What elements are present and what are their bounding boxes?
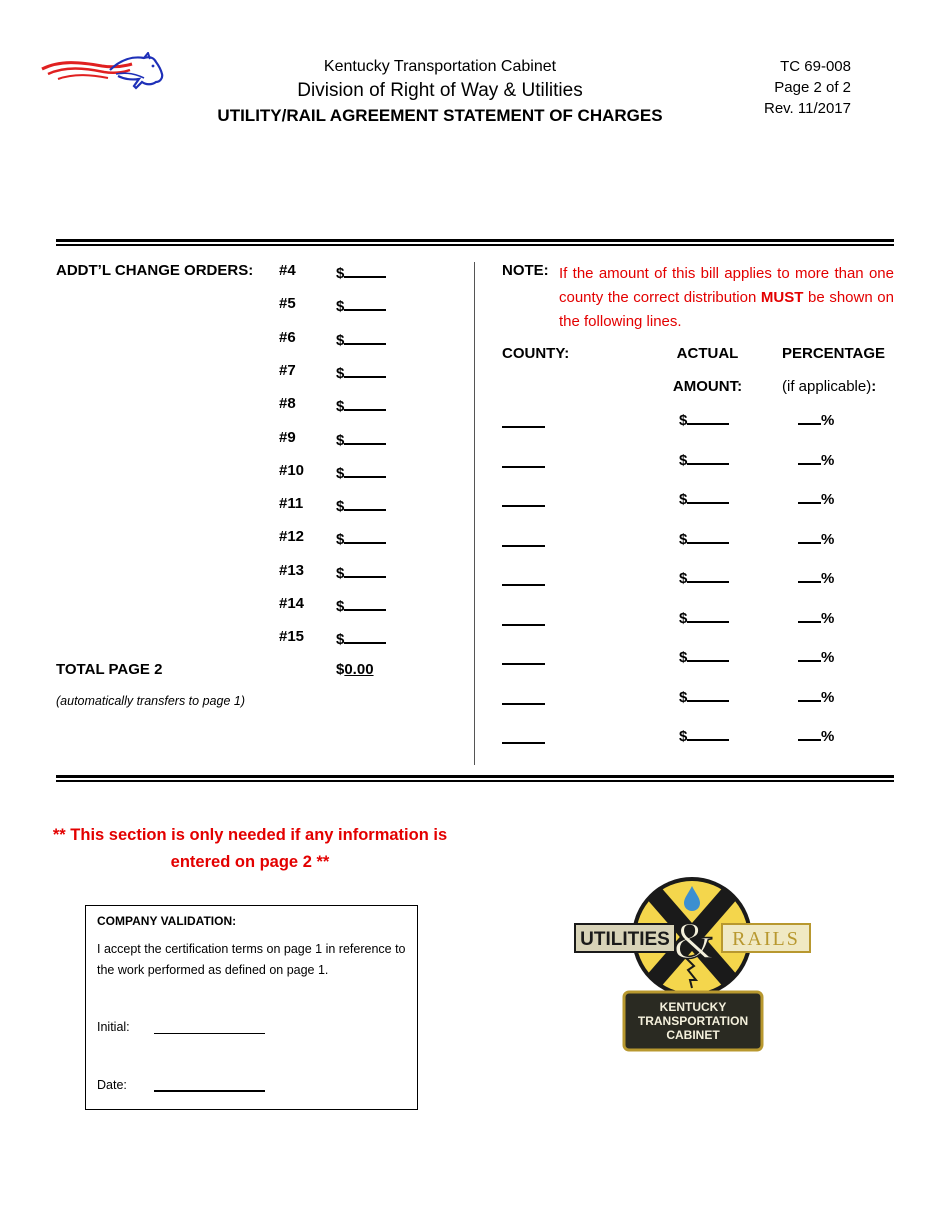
date-label: Date: [97,1078,127,1092]
page-number: Page 2 of 2 [774,79,851,96]
currency-sign: $ [679,609,688,627]
change-order-amount-field[interactable] [336,528,386,548]
form-title: UTILITY/RAIL AGREEMENT STATEMENT OF CHARGES [217,106,663,125]
company-validation-box [85,905,418,1110]
top-double-rule [56,239,894,246]
currency-sign: $ [679,530,688,548]
amount-blank[interactable] [687,725,729,741]
column-divider [474,262,475,765]
currency-sign: $ [679,688,688,706]
logo-plate-line: TRANSPORTATION [637,1014,749,1028]
logo-rails-text: RAILS [732,928,800,950]
amount-blank[interactable] [344,395,386,411]
validation-title: COMPANY VALIDATION: [97,914,237,928]
distribution-percentage-field[interactable] [798,646,834,666]
county-header: COUNTY: [502,345,570,362]
distribution-percentage-field[interactable] [798,449,834,469]
logo-plate-line: KENTUCKY [659,1000,727,1014]
if-applicable-text: (if applicable) [782,378,872,395]
total-amount: 0.00 [344,661,374,678]
change-order-number: #4 [279,262,296,279]
change-order-number: #8 [279,395,296,413]
amount-blank[interactable] [344,329,386,345]
percent-sign: % [821,570,835,587]
amount-blank[interactable] [344,262,386,278]
county-field[interactable] [502,703,545,705]
change-order-amount-field[interactable] [336,329,386,349]
bottom-double-rule [56,775,894,782]
currency-sign: $ [336,298,345,316]
county-field[interactable] [502,624,545,626]
percentage-header [782,337,885,403]
amount-blank[interactable] [687,567,729,583]
date-field[interactable] [154,1090,265,1092]
distribution-percentage-field[interactable] [798,607,834,627]
currency-sign: $ [679,412,688,429]
change-order-amount-field[interactable] [336,495,386,515]
currency-sign: $ [679,570,688,587]
amount-blank[interactable] [344,429,386,445]
amount-blank[interactable] [344,495,386,511]
currency-sign: $ [336,564,345,582]
distribution-percentage-field[interactable] [798,686,834,706]
total-page-label: TOTAL PAGE 2 [56,661,163,678]
distribution-percentage-field[interactable] [798,725,834,745]
currency-sign: $ [336,464,345,482]
percent-blank[interactable] [798,607,821,623]
amount-blank[interactable] [687,686,729,702]
percent-blank[interactable] [798,488,821,504]
distribution-percentage-field[interactable] [798,409,834,429]
note-text [559,262,894,334]
percent-blank[interactable] [798,686,821,702]
section-note-line: ** This section is only needed if any information is [52,826,448,844]
currency-sign: $ [336,598,345,615]
percent-sign: % [821,688,835,706]
actual-header-line: ACTUAL [676,345,739,362]
amount-blank[interactable] [344,462,386,478]
distribution-percentage-field[interactable] [798,528,834,548]
change-order-number: #15 [279,628,305,646]
change-order-amount-field[interactable] [336,462,386,482]
change-order-amount-field[interactable] [336,262,386,282]
section-note-line: entered on page 2 ** [170,853,330,871]
change-order-number: #9 [279,428,296,446]
county-field[interactable] [502,545,545,547]
currency-sign: $ [336,631,345,649]
change-orders-label: ADDT’L CHANGE ORDERS: [56,262,254,279]
amount-blank[interactable] [344,528,386,544]
percent-blank[interactable] [798,528,821,544]
distribution-percentage-field[interactable] [798,488,834,508]
revision-date: Rev. 11/2017 [763,100,851,117]
initial-label: Initial: [97,1020,130,1034]
currency-sign: $ [679,728,688,745]
county-field[interactable] [502,584,545,586]
distribution-amount-field[interactable] [679,646,729,666]
currency-sign: $ [336,431,345,449]
section-requirement-note [50,822,450,876]
amount-blank[interactable] [687,528,729,544]
county-field[interactable] [502,742,545,744]
distribution-amount-field[interactable] [679,725,729,745]
percent-sign: % [821,530,835,548]
change-order-amount-field[interactable] [336,395,386,415]
amount-blank[interactable] [344,628,386,644]
logo-ampersand: & [673,913,715,970]
change-order-amount-field[interactable] [336,295,386,315]
percent-sign: % [821,649,835,666]
currency-sign: $ [336,531,345,549]
change-order-number: #7 [279,361,296,379]
utilities-rails-logo [572,872,817,1059]
validation-body: I accept the certification terms on page 1 in reference to the work performed as defined on page 1. [97,942,406,977]
change-order-amount-field[interactable] [336,362,386,382]
amount-blank[interactable] [687,488,729,504]
percent-blank[interactable] [798,449,821,465]
agency-name: Kentucky Transportation Cabinet [323,58,557,75]
amount-blank[interactable] [344,562,386,578]
form-number: TC 69-008 [780,58,851,75]
distribution-amount-field[interactable] [679,686,729,706]
percentage-colon: : [871,378,877,395]
percent-sign: % [821,728,835,745]
division-name: Division of Right of Way & Utilities [297,80,583,101]
note-emphasis: MUST [760,289,804,306]
percent-blank[interactable] [798,409,821,425]
amount-blank[interactable] [687,607,729,623]
form-identifier [764,56,851,119]
percent-sign: % [821,412,835,429]
logo-plate-line: CABINET [666,1028,720,1042]
change-order-number: #14 [279,595,305,612]
distribution-amount-field[interactable] [679,567,729,587]
change-order-amount-field[interactable] [336,595,386,615]
distribution-amount-field[interactable] [679,488,729,508]
currency-sign: $ [336,265,345,282]
county-field[interactable] [502,505,545,507]
distribution-amount-field[interactable] [679,449,729,469]
distribution-amount-field[interactable] [679,528,729,548]
note-text-part: be shown on the following lines. [559,289,894,330]
change-order-number: #6 [279,328,296,346]
total-transfer-note: (automatically transfers to page 1) [56,694,245,708]
amount-blank[interactable] [344,362,386,378]
currency-sign: $ [336,498,345,516]
actual-amount-header [670,337,745,403]
currency-sign: $ [336,331,345,349]
currency-sign: $ [679,491,688,508]
change-order-number: #5 [279,295,296,313]
note-label: NOTE: [502,262,549,279]
percent-blank[interactable] [798,646,821,662]
percent-sign: % [821,609,835,627]
change-order-number: #11 [279,495,304,513]
county-field[interactable] [502,426,545,428]
form-header [200,56,680,128]
total-page-value [336,661,374,678]
percentage-header-line: PERCENTAGE [782,345,886,362]
distribution-percentage-field[interactable] [798,567,834,587]
logo-utilities-text: UTILITIES [580,929,670,950]
initial-field[interactable] [154,1033,265,1034]
change-order-amount-field[interactable] [336,562,386,582]
currency-sign: $ [336,398,345,416]
amount-blank[interactable] [687,449,729,465]
change-order-number: #13 [279,561,305,579]
percent-sign: % [821,491,835,508]
percent-blank[interactable] [798,725,821,741]
change-order-number: #10 [279,461,305,479]
currency-sign: $ [679,649,688,666]
note-text-part: If the amount of this bill applies to more than one county the correct distribution [559,265,894,306]
total-currency: $ [336,661,345,678]
distribution-amount-field[interactable] [679,607,729,627]
amount-blank[interactable] [687,409,729,425]
amount-blank[interactable] [344,595,386,611]
kytc-horse-logo [40,52,165,99]
distribution-amount-field[interactable] [679,409,729,429]
change-order-amount-field[interactable] [336,628,386,648]
percent-sign: % [821,451,835,469]
change-order-amount-field[interactable] [336,429,386,449]
county-field[interactable] [502,466,545,468]
amount-blank[interactable] [344,295,386,311]
amount-header-line: AMOUNT: [672,378,743,395]
change-order-number: #12 [279,528,305,546]
percent-blank[interactable] [798,567,821,583]
county-field[interactable] [502,663,545,665]
currency-sign: $ [679,451,688,469]
amount-blank[interactable] [687,646,729,662]
currency-sign: $ [336,364,345,382]
